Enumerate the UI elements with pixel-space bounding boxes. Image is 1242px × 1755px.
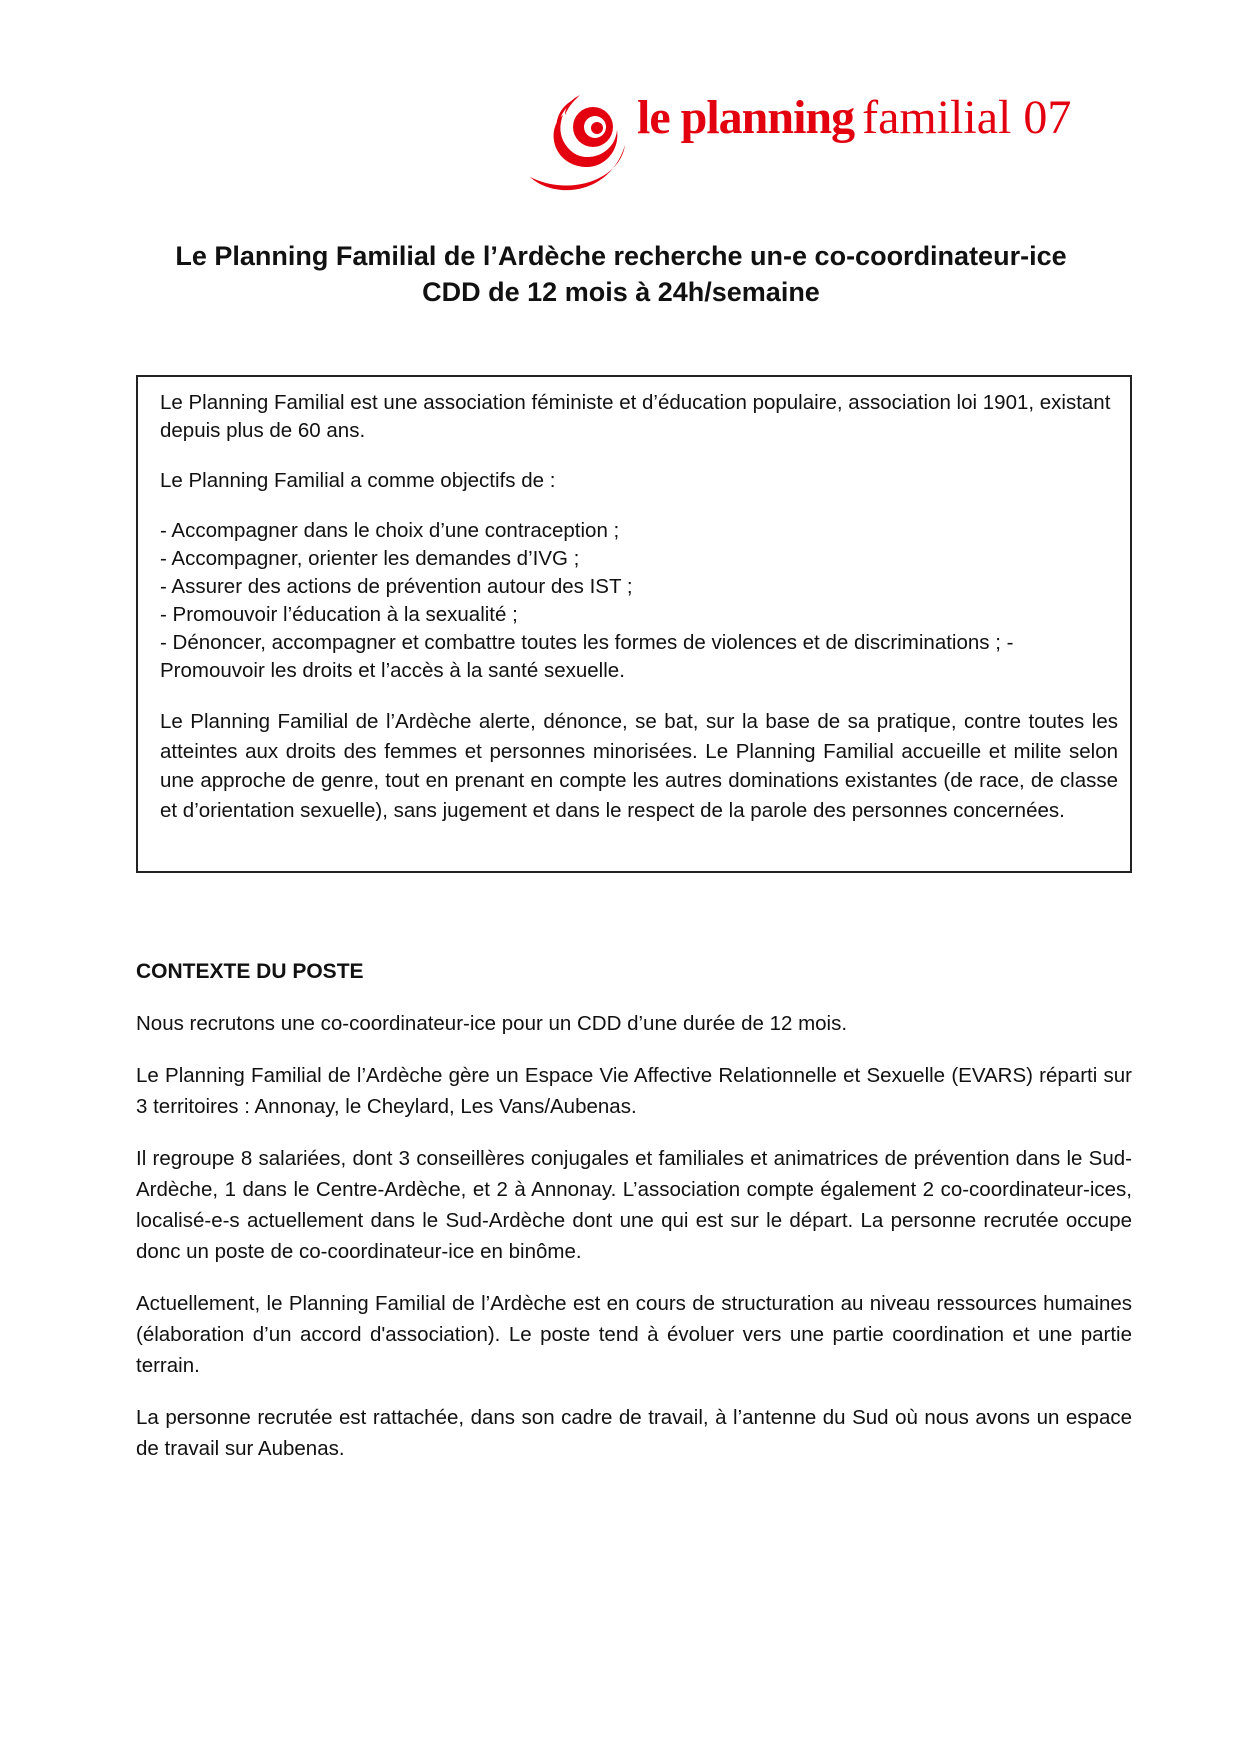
context-paragraph: Il regroupe 8 salariées, dont 3 conseillères conjugales et familiales et animatrices de prévention dans le Sud-Ardèche, 1 dans le Centre-Ardèche, et 2 à Annonay. L’association compte également 2 co-coordinateur-ices, localisé-e-s actuellement dans le Sud-Ardèche dont une qui est sur le départ. La personne recrutée occupe donc un poste de co-coordinateur-ice en binôme. xyxy=(136,1147,1132,1263)
context-paragraph: La personne recrutée est rattachée, dans son cadre de travail, à l’antenne du Sud où nous avons un espace de travail sur Aubenas. xyxy=(136,1406,1132,1460)
objective-item: - Promouvoir l’éducation à la sexualité ; xyxy=(160,603,518,626)
intro-paragraph-1: Le Planning Familial est une association féministe et d’éducation populaire, association loi 1901, existant depuis plus de 60 ans. xyxy=(160,391,1111,442)
title-line-2: CDD de 12 mois à 24h/semaine xyxy=(422,277,820,307)
swirl-logo-icon xyxy=(525,85,635,195)
intro-box xyxy=(136,375,1132,873)
brand-regular: familial 07 xyxy=(862,91,1072,144)
intro-paragraph-3: Le Planning Familial de l’Ardèche alerte, dénonce, se bat, sur la base de sa pratique, contre toutes les atteintes aux droits des femmes et personnes minorisées. Le Planning Familial accueille et milite selon une approche de genre, tout en prenant en compte les autres dominations existantes (de race, de classe et d’orientation sexuelle), sans jugement et dans le respect de la parole des personnes concernées. xyxy=(160,710,1118,822)
brand-name xyxy=(637,90,1071,145)
intro-paragraph-2: Le Planning Familial a comme objectifs de : xyxy=(160,469,556,492)
section-heading: CONTEXTE DU POSTE xyxy=(136,960,364,983)
title-line-1: Le Planning Familial de l’Ardèche recherche un-e co-coordinateur-ice xyxy=(175,241,1067,271)
objective-item: - Assurer des actions de prévention autour des IST ; xyxy=(160,575,633,598)
context-paragraph: Le Planning Familial de l’Ardèche gère un Espace Vie Affective Relationnelle et Sexuelle (EVARS) réparti sur 3 territoires : Annonay, le Cheylard, Les Vans/Aubenas. xyxy=(136,1064,1132,1118)
context-paragraph: Actuellement, le Planning Familial de l’Ardèche est en cours de structuration au niveau ressources humaines (élaboration d’un accord d'association). Le poste tend à évoluer vers une partie coordination et une partie terrain. xyxy=(136,1292,1132,1377)
context-section xyxy=(136,958,1132,1485)
objective-item: - Accompagner dans le choix d’une contraception ; xyxy=(160,519,620,542)
brand-bold: le planning xyxy=(637,91,855,144)
objectives-list xyxy=(160,517,1118,685)
objective-item: - Dénoncer, accompagner et combattre toutes les formes de violences et de discriminations ; - Promouvoir les droits et l’accès à la santé sexuelle. xyxy=(160,631,1014,682)
logo xyxy=(525,85,1145,195)
objective-item: - Accompagner, orienter les demandes d’IVG ; xyxy=(160,547,580,570)
page-title xyxy=(0,238,1242,310)
context-paragraph: Nous recrutons une co-coordinateur-ice pour un CDD d’une durée de 12 mois. xyxy=(136,1012,848,1035)
